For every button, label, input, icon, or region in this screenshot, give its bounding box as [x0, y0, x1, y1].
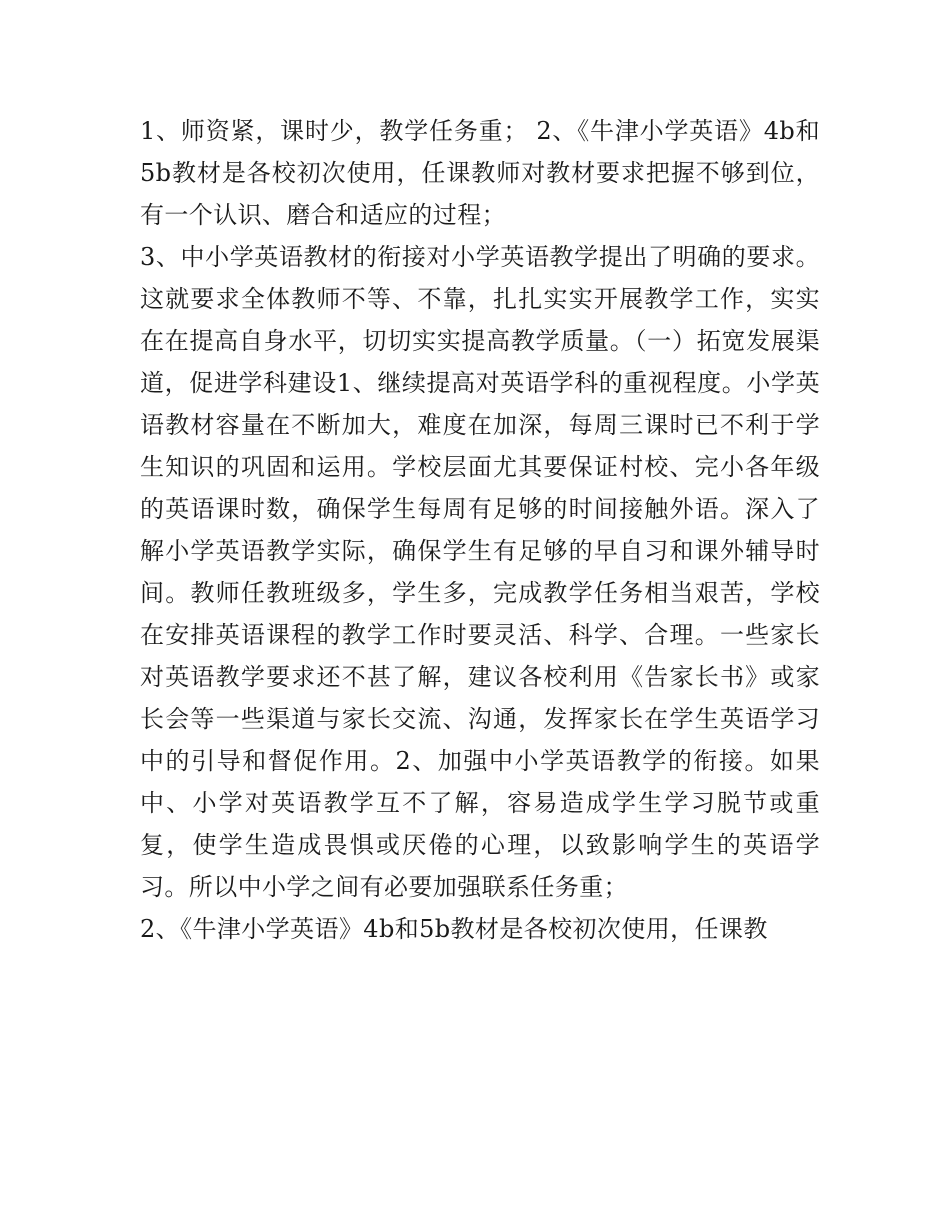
- paragraph-2: 3、中小学英语教材的衔接对小学英语教学提出了明确的要求。这就要求全体教师不等、不靠，扎扎实实开展教学工作，实实在在提高自身水平，切切实实提高教学质量。（一）拓宽发展渠道，促进学科建设1、继续提高对英语学科的重视程度。小学英语教材容量在不断加大，难度在加深，每周三课时已不利于学生知识的巩固和运用。学校层面尤其要保证村校、完小各年级的英语课时数，确保学生每周有足够的时间接触外语。深入了解小学英语教学实际，确保学生有足够的早自习和课外辅导时间。教师任教班级多，学生多，完成教学任务相当艰苦，学校在安排英语课程的教学工作时要灵活、科学、合理。一些家长对英语教学要求还不甚了解，建议各校利用《告家长书》或家长会等一些渠道与家长交流、沟通，发挥家长在学生英语学习中的引导和督促作用。2、加强中小学英语教学的衔接。如果中、小学对英语教学互不了解，容易造成学生学习脱节或重复，使学生造成畏惧或厌倦的心理，以致影响学生的英语学习。所以中小学之间有必要加强联系任务重；: [140, 243, 820, 901]
- paragraph-3: 2、《牛津小学英语》4b和5b教材是各校初次使用，任课教: [140, 915, 768, 943]
- document-body: [140, 110, 820, 950]
- paragraph-1: 1、师资紧，课时少，教学任务重； 2、《牛津小学英语》4b和5b教材是各校初次使用，任课教师对教材要求把握不够到位，有一个认识、磨合和适应的过程；: [140, 117, 820, 229]
